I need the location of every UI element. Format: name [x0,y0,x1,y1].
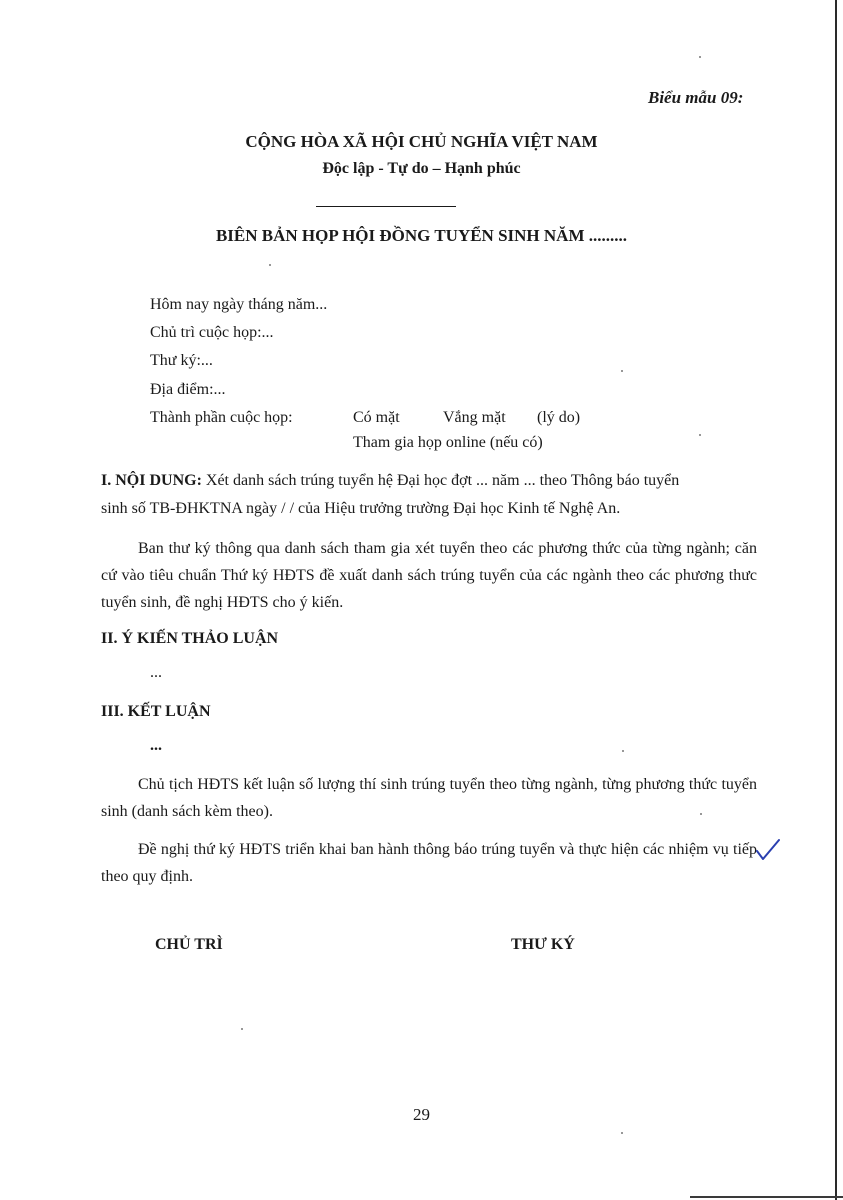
chair-line: Chủ trì cuộc họp:... [150,324,274,341]
national-title: CỘNG HÒA XÃ HỘI CHỦ NGHĨA VIỆT NAM [245,132,598,151]
scan-speck [621,370,623,372]
section1-heading: I. NỘI DUNG: [101,472,202,489]
location-line: Địa điểm:... [150,381,226,398]
conclusion-paragraph-2 [101,836,757,890]
section1-line2: sinh số TB-ĐHKTNA ngày / / của Hiệu trưởng trường Đại học Kinh tế Nghệ An. [101,500,621,517]
date-line: Hôm nay ngày tháng năm... [150,296,328,313]
section1-paragraph-text: Ban thư ký thông qua danh sách tham gia xét tuyển theo các phương thức của từng ngành; căn cứ vào tiêu chuẩn Thứ ký HĐTS đề xuất danh sách trúng tuyển của các ngành theo các phương thưc tuyển sinh, đề nghị HĐTS cho ý kiến. [101,540,757,611]
secretary-signature-label: THƯ KÝ [511,936,575,953]
scan-speck [622,750,624,752]
chair-signature-label: CHỦ TRÌ [155,936,223,953]
absent-label: Vắng mặt [443,409,506,426]
attendees-label: Thành phần cuộc họp: [150,409,293,426]
section3-placeholder: ... [150,737,162,754]
section1-line1 [101,472,679,490]
section1-paragraph [101,535,757,616]
present-label: Có mặt [353,409,400,426]
online-label: Tham gia họp online (nếu có) [353,434,543,451]
scan-edge-right [835,0,837,1200]
conclusion-paragraph-1 [101,771,757,825]
form-number: Biểu mẫu 09: [648,88,744,107]
scan-speck [699,434,701,436]
conclusion-paragraph-2-text: Đề nghị thứ ký HĐTS triển khai ban hành thông báo trúng tuyển và thực hiện các nhiệm vụ tiếp theo quy định. [101,841,757,885]
scan-speck [241,1028,243,1030]
section2-heading: II. Ý KIẾN THẢO LUẬN [101,630,279,647]
section2-placeholder: ... [150,664,162,681]
section1-line1-text: Xét danh sách trúng tuyển hệ Đại học đợt ... năm ... theo Thông báo tuyển [201,472,680,489]
national-motto: Độc lập - Tự do – Hạnh phúc [322,160,521,177]
motto-underline [316,206,456,207]
pen-check-icon [755,837,781,863]
scan-speck [699,56,701,58]
document-title: BIÊN BẢN HỌP HỘI ĐỒNG TUYỂN SINH NĂM ......... [215,226,628,245]
reason-label: (lý do) [537,409,581,426]
secretary-line: Thư ký:... [150,352,213,369]
conclusion-paragraph-1-text: Chủ tịch HĐTS kết luận số lượng thí sinh trúng tuyển theo từng ngành, từng phương thức tuyển sinh (danh sách kèm theo). [101,776,757,820]
page-number: 29 [413,1105,430,1124]
section3-heading: III. KẾT LUẬN [101,703,211,720]
scan-speck [621,1132,623,1134]
scan-edge-bottom [690,1196,843,1198]
scan-speck [269,264,271,266]
